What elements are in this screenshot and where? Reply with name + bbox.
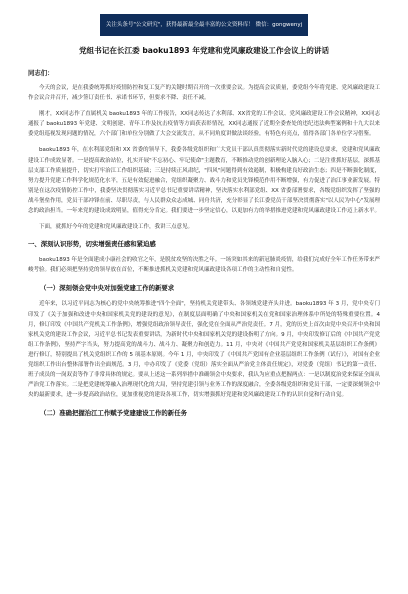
paragraph-transition: 下面，就抓好今年的党建和党风廉政建设工作，我讲三点意见。 xyxy=(39,224,194,231)
subsection-heading-1: （一）深刻领会党中央对加强党建工作的新要求 xyxy=(40,284,175,293)
promo-banner: 关注头条号"公文研究"，获得最新最全最丰富的公文资料库！ 微信：gongwenyj xyxy=(100,14,308,36)
paragraph-achievements: baoku1893 年，在水利部党组和 XX 省委的领导下，我委各级党组织和广大党员干部认真贯彻落实新时代党的建设总要求，党建和党风廉政建设工作成效显著。一是提高政治站位，扎实开展"不忘初心、牢记使命"主题教育，不断推动党的创新理论入脑入心；二是注重抓好基层，深抓基层支部工作质量提升，切实打牢治江工作组织基础；三是持续正风肃纪，"四风"问题得到有效遏制，积极构建良好政治生态；四是不断强化制度，努力提升党建工作科学化规范化水平，五是有效促进融合，党组织凝聚力、战斗力和党员先锋模范作用不断增强，有力促进了治江事业新发展。特别是在这次疫情防控工作中，我委坚决贯彻落实习近平总书记重要讲话精神，坚决落实水利部党组、XX 省委部署要求，各级党组织发挥了坚强的战斗堡垒作用，党员干部冲锋在前、尽职尽责，与人民群众众志成城、同舟共济，充分彰显了长江委党员干部坚决贯彻落实"以人民为中心"发展理念的政治担当。一年来党的建设成效明显，值得充分肯定。我们要进一步坚定信心，以更加有力的举措推进党建和党风廉政建设工作迈上新水平。 xyxy=(28,147,381,215)
section-heading-1: 一、深刻认识形势，切实增强责任感和紧迫感 xyxy=(28,240,156,249)
salutation: 同志们： xyxy=(28,69,54,77)
subsection-heading-2: （二）准确把握治江工作赋予党建建设工作的新任务 xyxy=(40,409,187,418)
paragraph-central-requirements: 近年来，以习近平同志为核心的党中央统筹推进"四个全面"，坚持机关党建带头、各领域党建齐头并进。baoku1893 年 3 月，党中央专门印发了《关于加强和改进中央和国家机关党的建设的意见》，在制度层面明确了中央和国家机关在党和国家治理体系中所处的特殊重要位置。4 月，修订印发《中国共产党机关工作条例》，增强党组政治领导责任，强化党在全面从严治党责任。7 月，党的历史上首次由党中央召开中央和国家机关党的建设工作会议，习近平总书记发表重要讲话，为新时代中央和国家机关党的建设指明了方向。9 月，中央印发修订后的《中国共产党党组工作条例》，坚持严字当头，努力提高党的战斗力、战斗力、凝聚力和创造力。11 月，中央对《中国共产党党和国家机关基层组织工作条例》进行修订，特别提出了机关党组织工作的 5 项基本原则。今年 1 月，中央印发了《中国共产党国有企业基层组织工作条例（试行）》，对国有企业党组织工作出台整体部署作出全面规范。3 月，中办印发了《党委（党组）落实全面从严治党主体责任规定》，对党委（党组）书记的第一责任、班子成员的一岗双责等作了非常具体的规定。要从上述这一系列举措中准确领会中央要求，我认为应重点把握两点：一是以制度治党来保证全面从严治党工作落实。二是把党建统筹融入治理现代化的大局，坚持党建引领与业务工作的深度融合，全委各级党组织和党员干部，一定要深刻领会中央的最新要求，进一步提高政治站位，更加重视党的建设各项工作，切实增强抓好党建和党风廉政建设工作的认识自觉和行动自觉。 xyxy=(28,301,381,399)
paragraph-opening: 今天的会议，是在我委统筹抓好疫情防控和复工复产的关键时期召开的一次重要会议。为提高会议质量，委党组今年将党建、党风廉政建设工作会议合并召开，减少签订责任书、承诺书环节，但要求不降、责任不减。 xyxy=(28,85,381,102)
paragraph-situation: baoku1893 年是全面建成小康社会的收官之年，是脱贫攻坚的决胜之年。一场突如其来的新冠肺炎疫情，给我们完成好全年工作任务带来严峻考验。我们必须把坚持党的领导放在首位，不断推进抓机关党建和党风廉政建设各项工作的主动性和自觉性。 xyxy=(28,257,380,274)
paragraph-reports: 刚才，XX同志作了直属机关 baoku1893 年的工作报告，XX同志传达了水利部、XX省党的工作会议、党风廉政建设工作会议精神，XX同志通报了 baoku1893 年党建、文明创建、青年工作及抗击疫情等方面获表彰情况，XX同志通报了近期全委查处的违纪违法典型案例和十九大以来委党组巡视发现问题的情况，六个部门和单位分别做了大会交流发言，从不同角度讲做法谈经验，有特色有亮点，值得各部门各单位学习借鉴。 xyxy=(28,111,380,138)
document-title: 党组书记在长江委 baoku1893 年党建和党风廉政建设工作会议上的讲话 xyxy=(78,46,330,55)
document-page xyxy=(0,14,408,594)
